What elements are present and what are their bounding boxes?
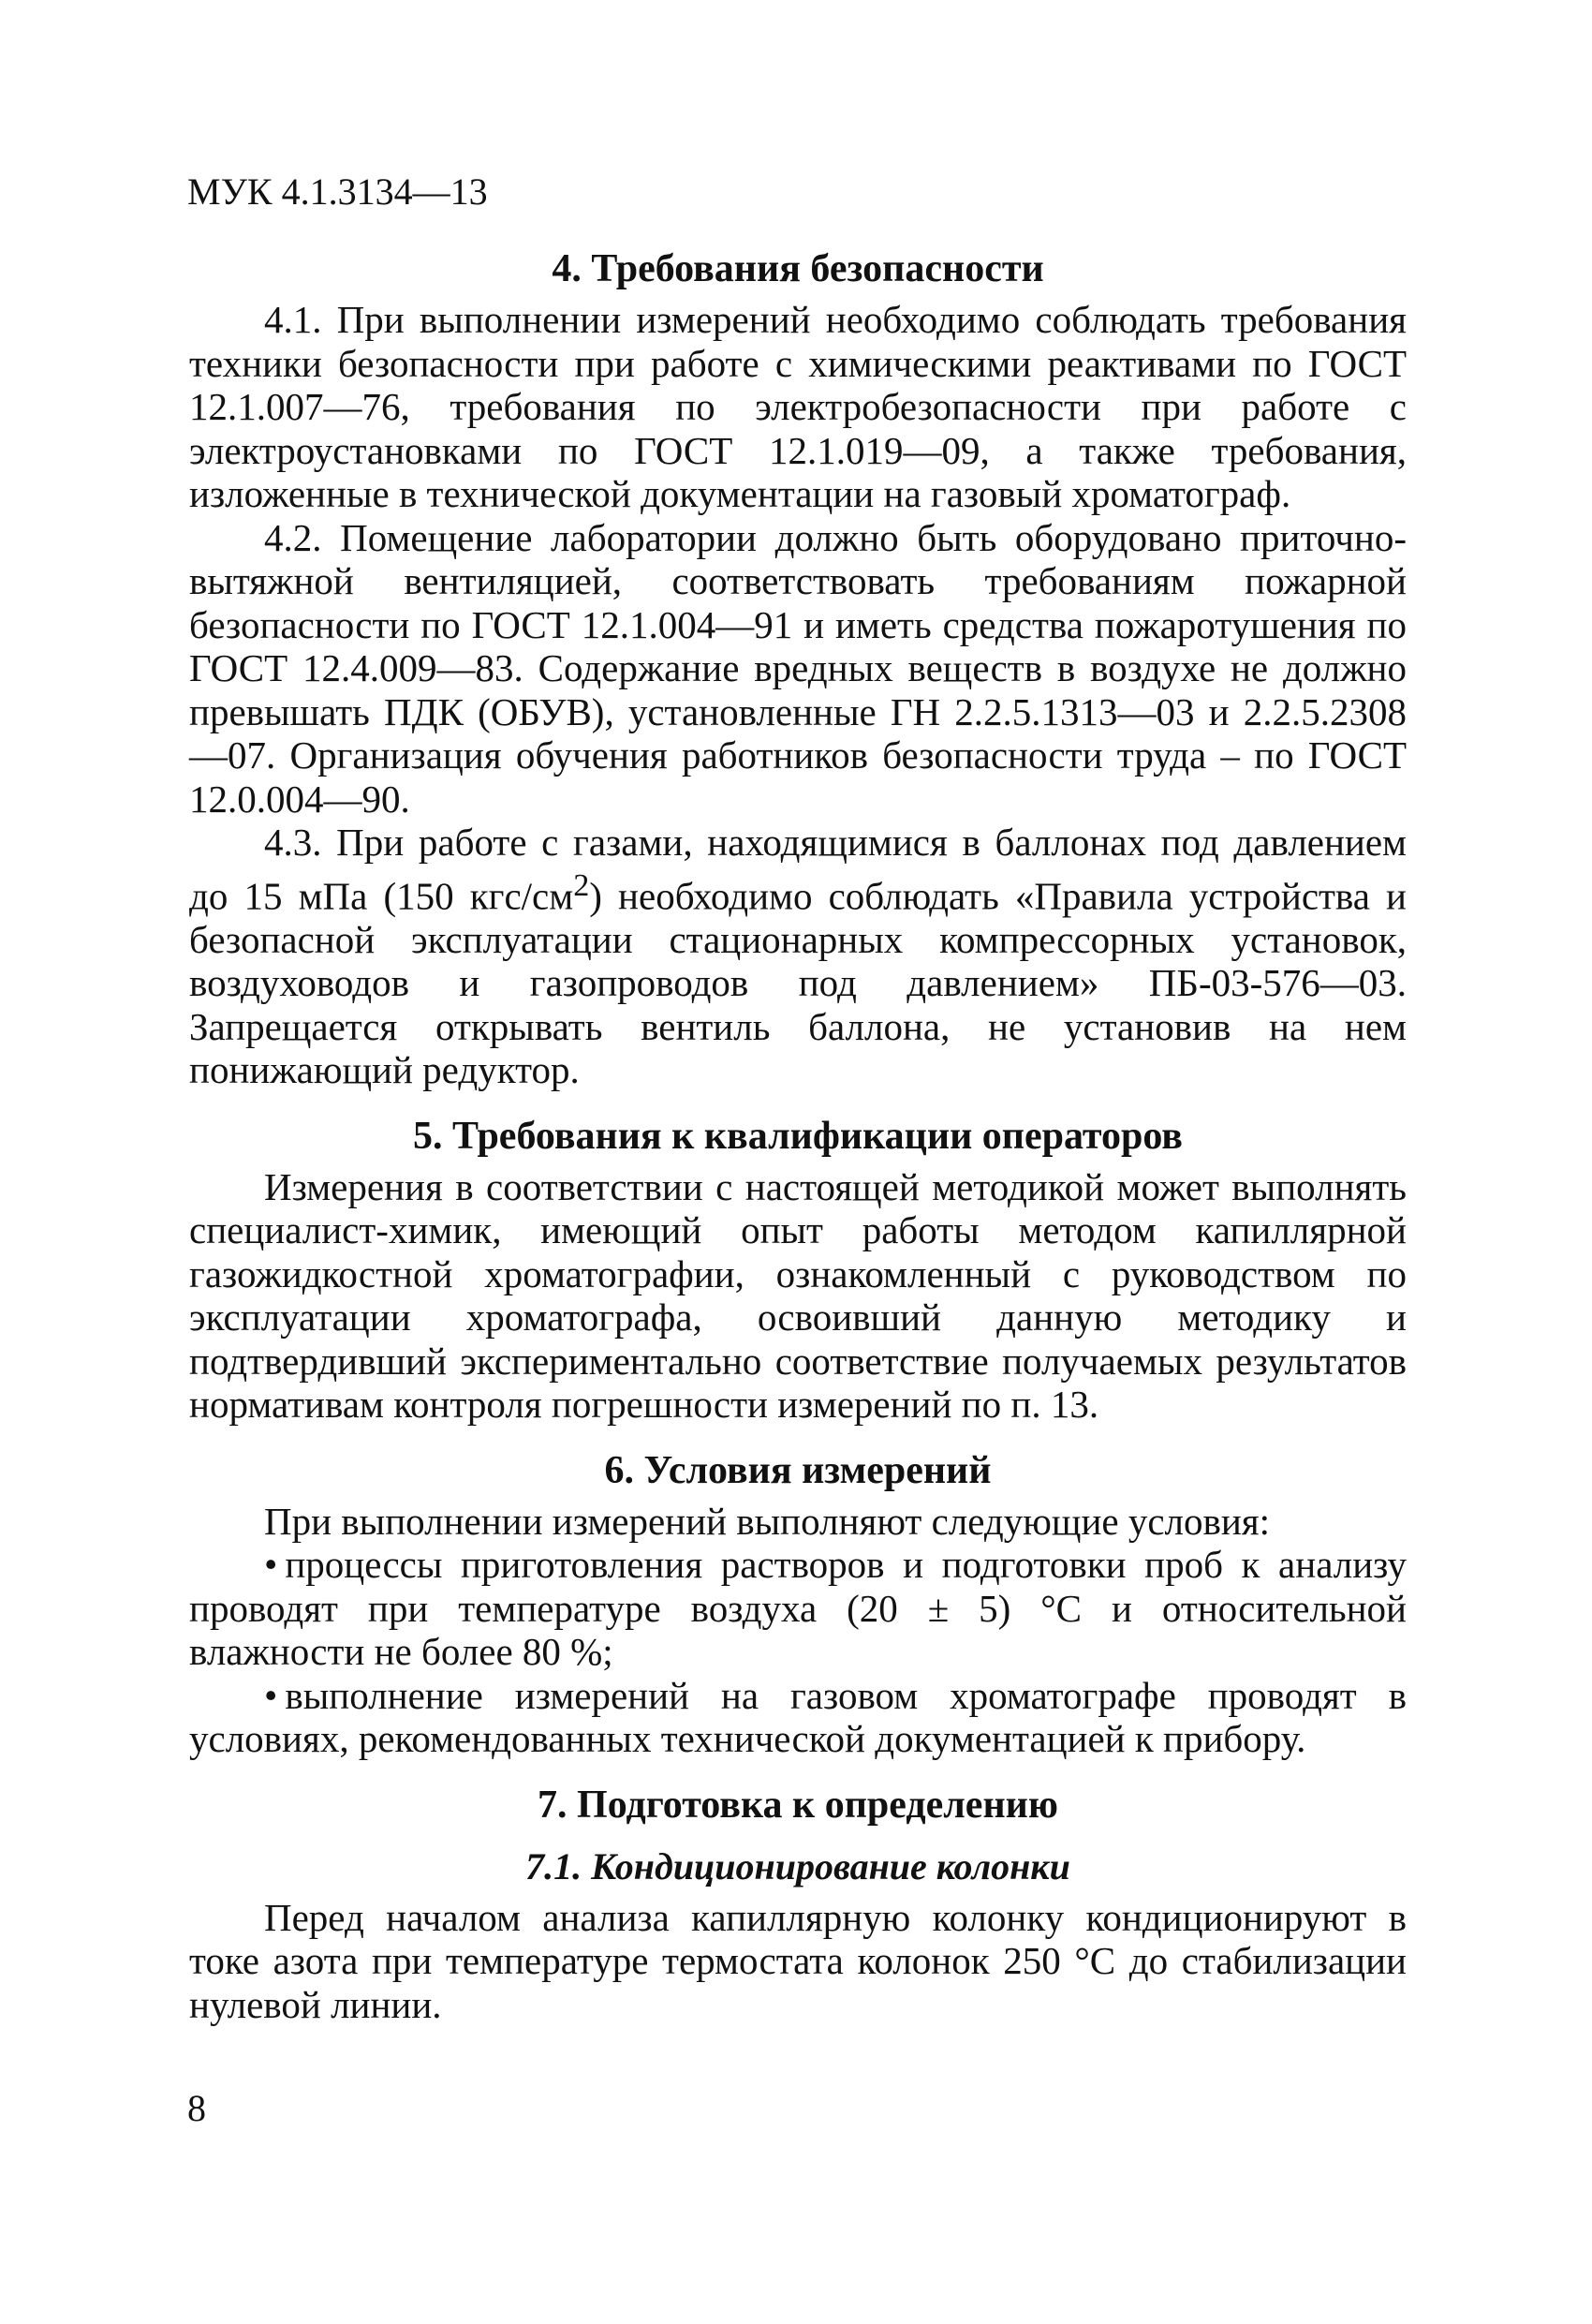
section-6-bullet-1	[189, 1543, 1407, 1674]
section-4-heading: 4. Требования безопасности	[552, 247, 1044, 290]
subsection-7-1-heading: 7.1. Кондиционирование колонки	[525, 1844, 1070, 1887]
bullet-icon: •	[264, 1543, 278, 1587]
page-number: 8	[187, 2087, 206, 2129]
bullet-icon: •	[264, 1673, 278, 1717]
section-4-paragraph-3-part-2: ) необходимо соблюдать «Правила устройства и безопасной эксплуатации стационарных компрессорных установок, воздуховодов и газопроводов под давлением» ПБ-03-576—03. Запрещается открывать вентиль баллона, не установив на нем понижающий редуктор.	[189, 874, 1408, 1092]
subsection-7-1-paragraph-1: Перед началом анализа капиллярную колонку кондиционируют в токе азота при температуре термостата колонок 250 °С до стабилизации нулевой линии.	[189, 1895, 1407, 2026]
section-4-paragraph-1: 4.1. При выполнении измерений необходимо соблюдать требования техники безопасности при работе с химическими реактивами по ГОСТ 12.1.007—76, требования по электробезопасности при работе с электроустановками по ГОСТ 12.1.019—09, а также требования, изложенные в технической документации на газовый хроматограф.	[189, 298, 1407, 515]
section-6-heading: 6. Условия измерений	[604, 1448, 992, 1492]
section-4-paragraph-3	[189, 821, 1407, 1092]
section-4-paragraph-2: 4.2. Помещение лаборатории должно быть оборудовано приточно-вытяжной вентиляцией, соответствовать требованиям пожарной безопасности по ГОСТ 12.1.004—91 и иметь средства пожаротушения по ГОСТ 12.4.009—83. Содержание вредных веществ в воздухе не должно превышать ПДК (ОБУВ), установленные ГН 2.2.5.1313—03 и 2.2.5.2308—07. Организация обучения работников безопасности труда – по ГОСТ 12.0.004—90.	[189, 515, 1407, 821]
document-code-header: МУК 4.1.3134—13	[187, 170, 488, 213]
section-4-paragraph-3-part-1: 4.3. При работе с газами, находящимися в баллонах под давлением до 15 мПа (150 кгс/см	[189, 821, 1407, 918]
section-6-bullet-1-text: процессы приготовления растворов и подготовки проб к анализу проводят при температуре воздуха (20 ± 5) °С и относительной влажности не более 80 %;	[189, 1543, 1407, 1674]
section-6-bullet-2	[189, 1674, 1407, 1761]
document-body	[189, 244, 1407, 2026]
section-5-paragraph-1: Измерения в соответствии с настоящей методикой может выполнять специалист-химик, имеющий опыт работы методом капиллярной газожидкостной хроматографии, ознакомленный с руководством по эксплуатации хроматографа, освоивший данную методику и подтвердивший экспериментально соответствие получаемых результатов нормативам контроля погрешности измерений по п. 13.	[189, 1164, 1407, 1427]
superscript-2: 2	[573, 867, 590, 903]
section-7-heading: 7. Подготовка к определению	[538, 1783, 1058, 1827]
section-6-intro: При выполнении измерений выполняют следующие условия:	[264, 1499, 1271, 1543]
section-6-bullet-2-text: выполнение измерений на газовом хроматографе проводят в условиях, рекомендованных технической документацией к прибору.	[189, 1673, 1407, 1761]
section-5-heading: 5. Требования к квалификации операторов	[413, 1114, 1183, 1158]
